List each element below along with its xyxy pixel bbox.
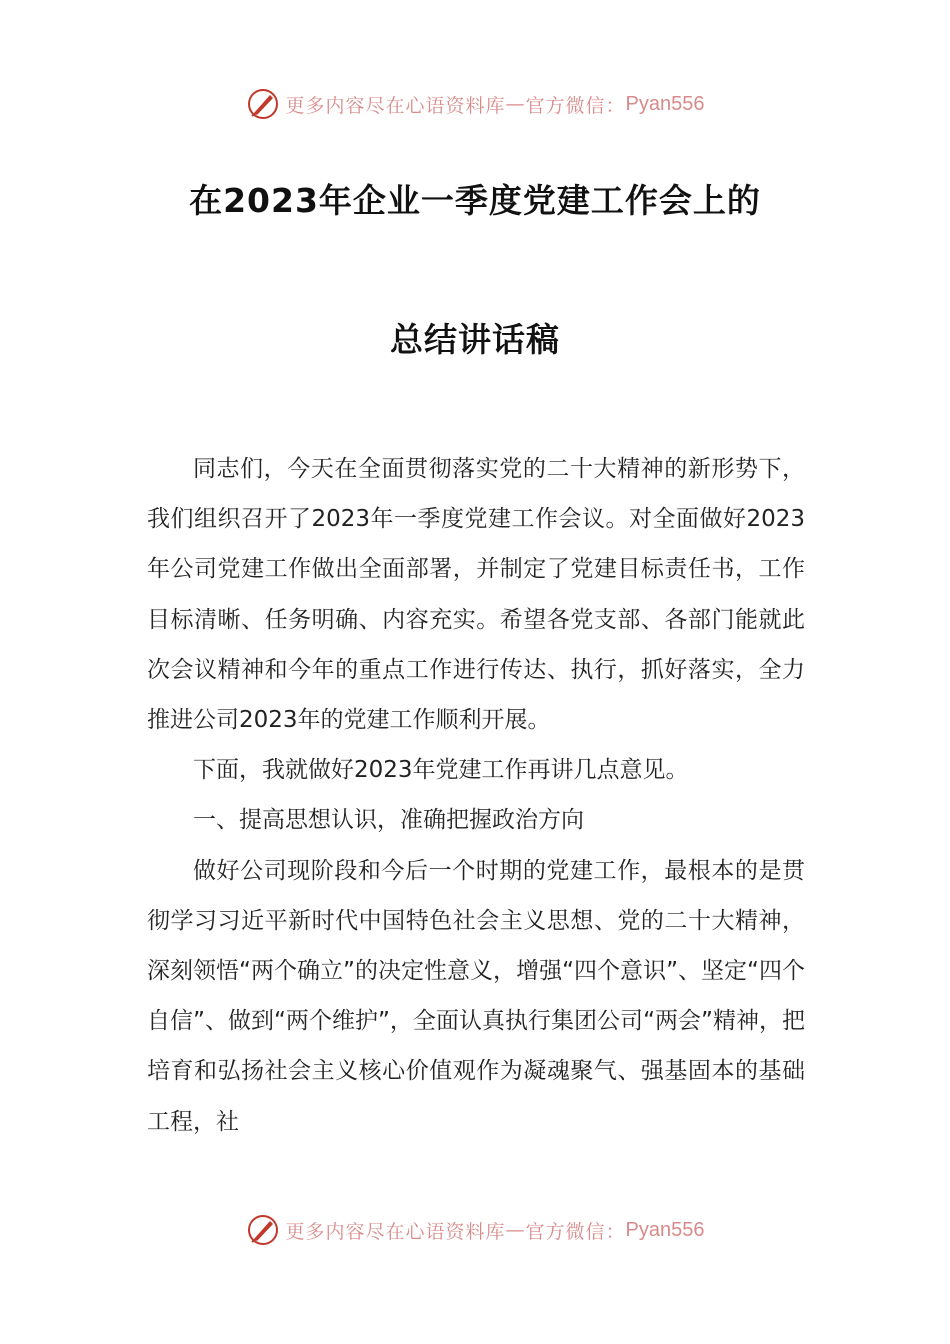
paragraph-opening: 同志们，今天在全面贯彻落实党的二十大精神的新形势下，我们组织召开了2023年一季度党建工作会议。对全面做好2023年公司党建工作做出全面部署，并制定了党建目标责任书，工作目标清晰、任务明确、内容充实。希望各党支部、各部门能就此次会议精神和今年的重点工作进行传达、执行，抓好落实，全力推进公司2023年的党建工作顺利开展。 [147, 456, 805, 734]
promo-dash: — [505, 93, 526, 115]
quill-pen-logo-icon [246, 1213, 280, 1247]
quill-pen-logo-icon [246, 87, 280, 121]
wechat-label: 官方微信： [525, 94, 626, 117]
paragraph-intro: 下面，我就做好2023年党建工作再讲几点意见。 [193, 757, 689, 784]
section-heading-1: 一、提高思想认识，准确把握政治方向 [193, 807, 584, 834]
watermark-banner-bottom [0, 1210, 950, 1250]
wechat-label: 官方微信： [525, 1220, 626, 1243]
wechat-id: Pyan556 [625, 92, 705, 115]
document-title-line-2: 总结讲话稿 [390, 320, 560, 359]
document-title-line-1: 在2023年企业一季度党建工作会上的 [189, 181, 761, 220]
promo-text: 更多内容尽在心语资料库 [285, 94, 506, 117]
watermark-banner-top [0, 84, 950, 124]
promo-text: 更多内容尽在心语资料库 [285, 1220, 506, 1243]
wechat-id: Pyan556 [625, 1218, 705, 1241]
document-body [147, 444, 805, 1147]
paragraph-section-1: 做好公司现阶段和今后一个时期的党建工作，最根本的是贯彻学习习近平新时代中国特色社会主义思想、党的二十大精神，深刻领悟“两个确立”的决定性意义，增强“四个意识”、坚定“四个自信”、做到“两个维护”，全面认真执行集团公司“两会”精神，把培育和弘扬社会主义核心价值观作为凝魂聚气、强基固本的基础工程，社 [147, 857, 805, 1135]
promo-dash: — [505, 1219, 526, 1241]
